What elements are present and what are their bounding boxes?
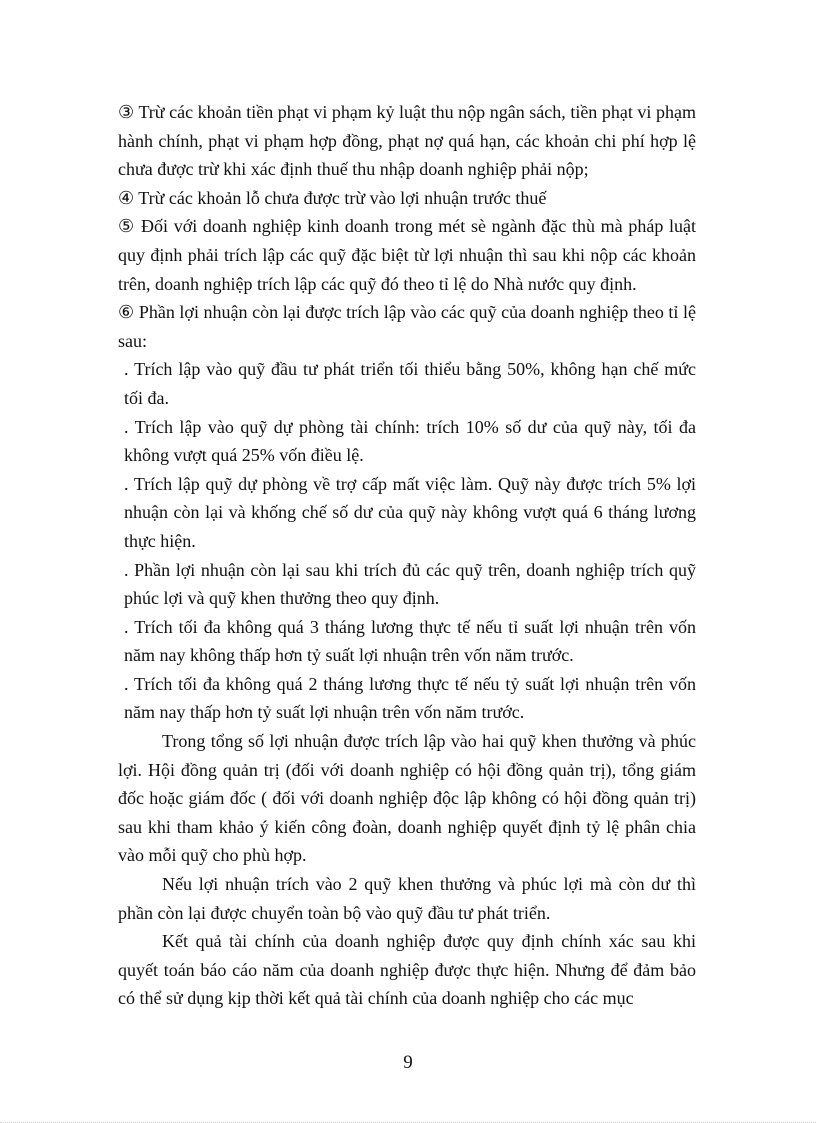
bullet-development-fund: . Trích lập vào quỹ đầu tư phát triển tối thiểu bằng 50%, không hạn chế mức tối đa. bbox=[124, 359, 696, 408]
paragraph-item-6: ⑥ Phần lợi nhuận còn lại được trích lập vào các quỹ của doanh nghiệp theo tỉ lệ sau: bbox=[118, 302, 696, 351]
bullet-welfare-reward: . Phần lợi nhuận còn lại sau khi trích đủ các quỹ trên, doanh nghiệp trích quỹ phúc lợi và quỹ khen thưởng theo quy định. bbox=[124, 559, 696, 609]
page-body bbox=[118, 98, 696, 1013]
paragraph-surplus: Nếu lợi nhuận trích vào 2 quỹ khen thưởng và phúc lợi mà còn dư thì phần còn lại được chuyển toàn bộ vào quỹ đầu tư phát triển. bbox=[118, 874, 696, 923]
paragraph-financial-result: Kết quả tài chính của doanh nghiệp được quy định chính xác sau khi quyết toán báo cáo năm của doanh nghiệp được thực hiện. Nhưng để đảm bảo có thể sử dụng kịp thời kết quả tài chính của doanh nghiệp cho các mục bbox=[118, 931, 696, 1009]
bullet-three-months: . Trích tối đa không quá 3 tháng lương thực tế nếu tỉ suất lợi nhuận trên vốn năm nay không thấp hơn tỷ suất lợi nhuận trên vốn năm trước. bbox=[124, 616, 696, 666]
bullet-job-loss-fund: . Trích lập quỹ dự phòng về trợ cấp mất việc làm. Quỹ này được trích 5% lợi nhuận còn lại và khống chế số dư của quỹ này không vượt quá 6 tháng lương thực hiện. bbox=[124, 473, 696, 551]
bullet-two-months: . Trích tối đa không quá 2 tháng lương thực tế nếu tỷ suất lợi nhuận trên vốn năm nay thấp hơn tỷ suất lợi nhuận trên vốn năm trước. bbox=[124, 673, 696, 723]
paragraph-allocation: Trong tổng số lợi nhuận được trích lập vào hai quỹ khen thưởng và phúc lợi. Hội đồng quản trị (đối với doanh nghiệp có hội đồng quản trị), tổng giám đốc hoặc giám đốc ( đối với doanh nghiệp độc lập không có hội đồng quản trị) sau khi tham khảo ý kiến công đoàn, doanh nghiệp quyết định tỷ lệ phân chia vào mỗi quỹ cho phù hợp. bbox=[118, 731, 696, 866]
paragraph-item-5: ⑤ Đối với doanh nghiệp kinh doanh trong mét sè ngành đặc thù mà pháp luật quy định phải trích lập các quỹ đặc biệt từ lợi nhuận thì sau khi nộp các khoản trên, doanh nghiệp trích lập các quỹ đó theo tỉ lệ do Nhà nước quy định. bbox=[118, 216, 696, 294]
page-number: 9 bbox=[403, 1052, 413, 1073]
paragraph-item-3: ③ Trừ các khoản tiền phạt vi phạm kỷ luật thu nộp ngân sách, tiền phạt vi phạm hành chính, phạt vi phạm hợp đồng, phạt nợ quá hạn, các khoản chi phí hợp lệ chưa được trừ khi xác định thuế thu nhập doanh nghiệp phải nộp; bbox=[118, 102, 696, 180]
bullet-financial-reserve: . Trích lập vào quỹ dự phòng tài chính: trích 10% số dư của quỹ này, tối đa không vượt quá 25% vốn điều lệ. bbox=[124, 416, 696, 466]
paragraph-item-4: ④ Trừ các khoản lỗ chưa được trừ vào lợi nhuận trước thuế bbox=[118, 187, 547, 208]
